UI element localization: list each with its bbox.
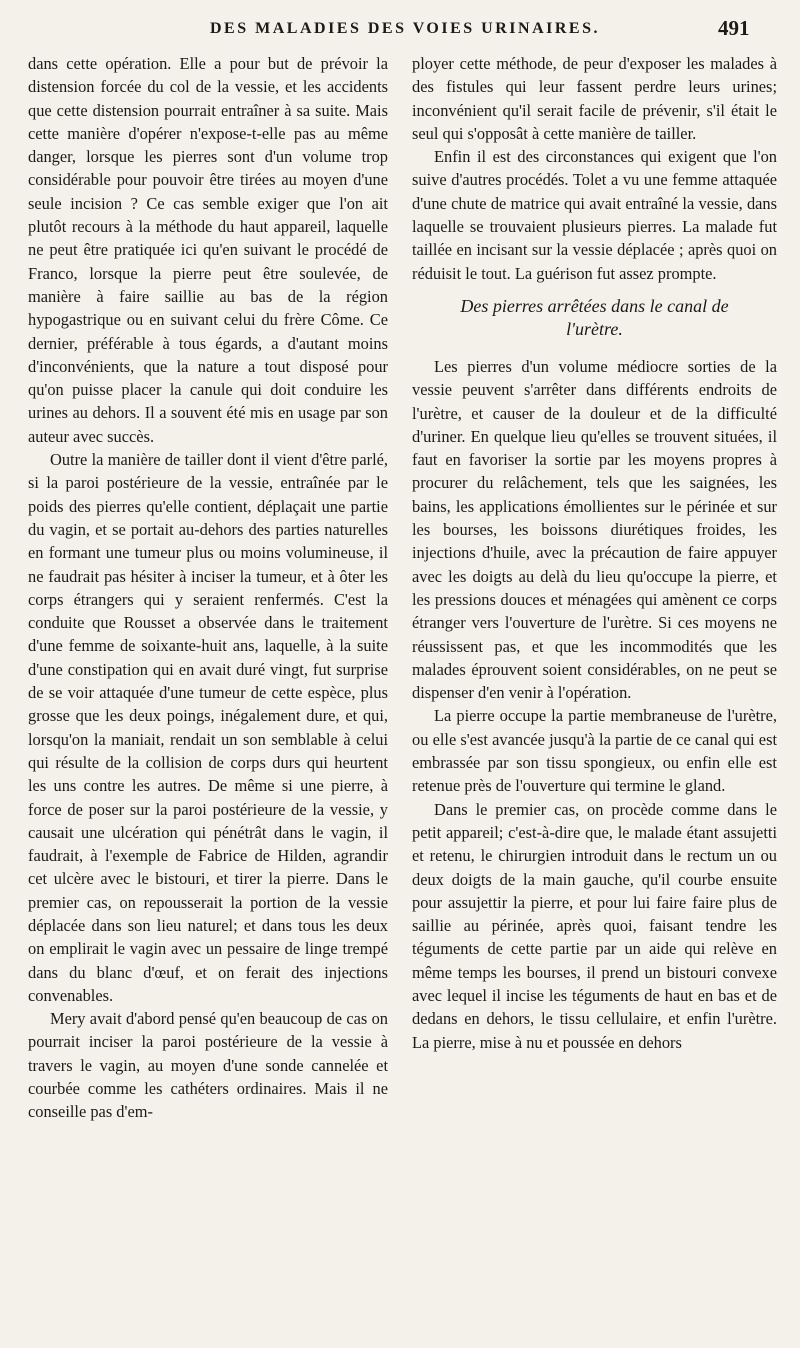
section-title: [412, 295, 777, 341]
section-title-line: Des pierres arrêtées dans le canal de: [460, 295, 729, 316]
paragraph: Outre la manière de tailler dont il vient d'être parlé, si la paroi postérieure de la vessie, entraînée par le poids des pierres qu'elle contient, déplaçait une partie du vagin, et se portait au-dehors des parties naturelles en formant une tumeur plus ou moins volumineuse, il ne faudrait pas hésiter à inciser la tumeur, et à ôter les corps étrangers qui y seraient renfermés. C'est la conduite que Rousset a observée dans le traitement d'une femme de soixante-huit ans, laquelle, à la suite d'une constipation qui en avait duré vingt, fut surprise de se voir attaquée d'une tumeur de cette espèce, plus grosse que les deux poings, inégalement dure, et qui, lorsqu'on la maniait, rendait un son semblable à celui qui résulte de la collision de corps durs qui heurtent les uns contre les autres. De même si une pierre, à force de poser sur la paroi postérieure de la vessie, y causait une ulcération qui pénétrât dans le vagin, il faudrait, à l'exemple de Fabrice de Hilden, agrandir cet ulcère avec le bistouri, et tirer la pierre. Dans le premier cas, on repousserait la portion de la vessie déplacée dans son lieu naturel; et dans tous les deux on emplirait le vagin avec un pessaire de linge trempé dans du blanc d'œuf, et on ferait des injections convenables.: [28, 450, 388, 1005]
page-header: [0, 14, 800, 46]
paragraph: Enfin il est des circonstances qui exigent que l'on suive d'autres procédés. Tolet a vu une femme attaquée d'une chute de matrice qui avait entraîné la vessie, dans laquelle se trouvaient plusieurs pierres. La malade fut taillée en incisant sur la vessie déplacée ; après quoi on réduisit le tout. La guérison fut assez prompte.: [412, 147, 777, 283]
section-title-line: l'urètre.: [566, 318, 623, 339]
paragraph: dans cette opération. Elle a pour but de prévoir la distension forcée du col de la vessie, et les accidents que cette distension pourrait entraîner à sa suite. Mais cette manière d'opérer n'expose-t-elle pas au même danger, lorsque les pierres sont d'un volume trop considérable pour pouvoir être tirées au moyen d'une seule incision ? Ce cas semble exiger que l'on ait plutôt recours à la méthode du haut appareil, laquelle ne peut être pratiquée ici qu'en suivant le procédé de Franco, lorsque la pierre peut être soulevée, de manière à faire saillie au bas de la région hypogastrique ou en suivant celui du frère Côme. Ce dernier, préférable à tous égards, a d'autant moins d'inconvénients, que la nature a tout disposé pour qu'on puisse placer la canule qui doit conduire les urines au dehors. Il a souvent été mis en usage par son auteur avec succès.: [28, 54, 388, 446]
left-column: [28, 52, 388, 1124]
paragraph: Les pierres d'un volume médiocre sorties de la vessie peuvent s'arrêter dans différents endroits de l'urètre, et causer de la douleur et de la difficulté d'uriner. En quelque lieu qu'elles se trouvent situées, il faut en favoriser la sortie par les moyens propres à procurer du relâchement, tels que les saignées, les bains, les applications émollientes sur le périnée et sur les bourses, les boissons diurétiques froides, les injections d'huile, avec la précaution de faire appuyer avec les doigts au delà du lieu qu'occupe la pierre, et les pressions douces et ménagées qui amènent ce corps étranger vers l'ouverture de l'urètre. Si ces moyens ne réussissent pas, et que les incommodités que les malades éprouvent soient considérables, on ne peut se dispenser d'en venir à l'opération.: [412, 356, 777, 703]
page-number: 491: [718, 16, 750, 40]
paragraph: La pierre occupe la partie membraneuse de l'urètre, ou elle s'est avancée jusqu'à la partie de ce canal qui est embrassée par son tissu spongieux, ou enfin elle est retenue près de l'ouverture qui termine le gland.: [412, 706, 777, 796]
right-column: [412, 52, 777, 1054]
paragraph: Dans le premier cas, on procède comme dans le petit appareil; c'est-à-dire que, le malade étant assujetti et retenu, le chirurgien introduit dans le rectum un ou deux doigts de la main gauche, qu'il courbe ensuite pour assujettir la pierre, et pour lui faire faire plus de saillie au périnée, après quoi, faisant tendre les téguments de cette partie par un aide qui relève en même temps les bourses, il prend un bistouri convexe avec lequel il incise les téguments de haut en bas et de dedans en dehors, le tissu cellulaire, et enfin l'urètre. La pierre, mise à nu et poussée en dehors: [412, 799, 777, 1052]
paragraph: Mery avait d'abord pensé qu'en beaucoup de cas on pourrait inciser la paroi postérieure de la vessie à travers le vagin, au moyen d'une sonde cannelée et courbée comme les cathéters ordinaires. Mais il ne conseille pas d'em-: [28, 1009, 388, 1122]
running-title: DES MALADIES DES VOIES URINAIRES.: [210, 20, 600, 37]
paragraph: ployer cette méthode, de peur d'exposer les malades à des fistules qui leur fassent perdre leurs urines; inconvénient qu'il serait facile de prévenir, s'il était le seul qui s'opposât à cette manière de tailler.: [412, 54, 777, 143]
